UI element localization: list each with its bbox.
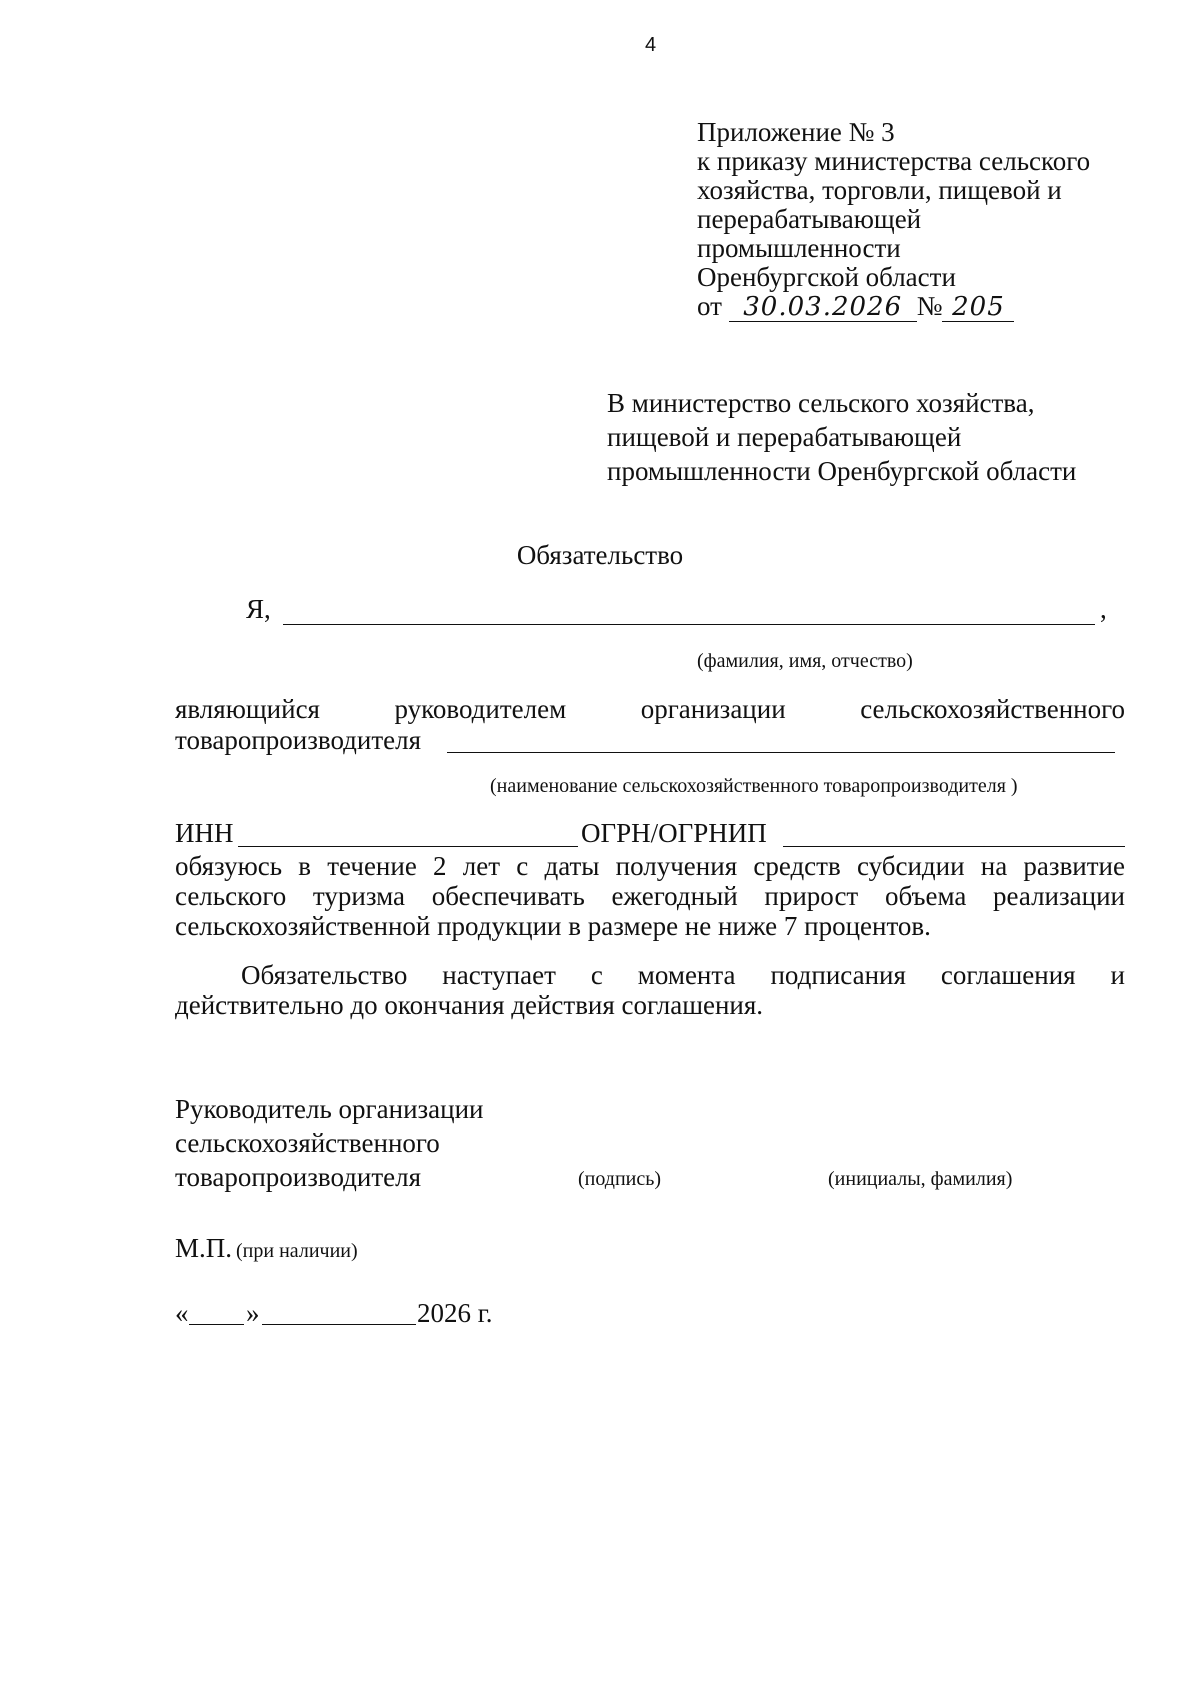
date-open-quote: «: [175, 1298, 189, 1328]
fio-caption: (фамилия, имя, отчество): [697, 650, 913, 672]
addressee-block: [607, 386, 1076, 488]
inn-field[interactable]: [238, 846, 578, 847]
producer-name-field[interactable]: [447, 752, 1115, 753]
producer-caption: (наименование сельскохозяйственного товаропроизводителя ): [490, 775, 1018, 797]
ogrn-field[interactable]: [783, 846, 1125, 847]
fio-field[interactable]: [283, 624, 1095, 625]
stamp-note: (при наличии): [236, 1240, 358, 1262]
appendix-line: Оренбургской области: [697, 262, 956, 292]
stamp-label: М.П.: [175, 1233, 233, 1263]
number-label: №: [916, 291, 943, 321]
date-close-quote: »: [246, 1298, 260, 1328]
inn-label: ИНН: [175, 818, 234, 848]
validity-paragraph: [175, 960, 1125, 1020]
i-label: Я,: [246, 594, 271, 624]
date-month-field[interactable]: [262, 1324, 416, 1325]
obligation-paragraph: [175, 851, 1125, 941]
role-word: сельскохозяйственного: [860, 694, 1125, 724]
signer-title-line: Руководитель организации: [175, 1094, 484, 1124]
from-label: от: [697, 291, 722, 321]
signer-title-line: товаропроизводителя: [175, 1162, 422, 1192]
producer-label: товаропроизводителя: [175, 725, 422, 755]
fio-comma: ,: [1100, 594, 1107, 624]
appendix-line: перерабатывающей: [697, 204, 922, 234]
addressee-line: пищевой и перерабатывающей: [607, 422, 962, 452]
date-year: 2026 г.: [417, 1298, 493, 1328]
appendix-header: [697, 118, 1090, 322]
role-word: руководителем: [394, 694, 567, 724]
validity-text: Обязательство наступает с момента подписания соглашения и действительно до окончания действия соглашения.: [175, 960, 1125, 1020]
stamp-line: [175, 1233, 358, 1264]
appendix-line: к приказу министерства сельского: [697, 146, 1091, 176]
page-number: 4: [645, 34, 657, 56]
role-word: являющийся: [175, 694, 320, 724]
initials-caption: (инициалы, фамилия): [828, 1168, 1013, 1190]
date-day-field[interactable]: [189, 1324, 244, 1325]
order-date-number-line: [697, 292, 1090, 322]
role-line: [175, 694, 1125, 725]
document-title: Обязательство: [516, 540, 684, 570]
ogrn-label: ОГРН/ОГРНИП: [581, 818, 767, 848]
appendix-line: промышленности: [697, 233, 901, 263]
order-date-handwritten: 30.03.2026: [729, 293, 917, 322]
obligation-text: обязуюсь в течение 2 лет с даты получения средств субсидии на развитие сельского туризма обеспечивать ежегодный прирост объема реализации сельскохозяйственной продукции в размере не ниже 7 процентов.: [175, 851, 1125, 941]
addressee-line: В министерство сельского хозяйства,: [607, 388, 1035, 418]
signer-title-line: сельскохозяйственного: [175, 1128, 440, 1158]
appendix-line: хозяйства, торговли, пищевой и: [697, 175, 1062, 205]
role-word: организации: [640, 694, 786, 724]
order-number-handwritten: 205: [942, 293, 1014, 322]
appendix-line: Приложение № 3: [697, 117, 895, 147]
signature-caption: (подпись): [578, 1168, 662, 1190]
addressee-line: промышленности Оренбургской области: [607, 456, 1077, 486]
